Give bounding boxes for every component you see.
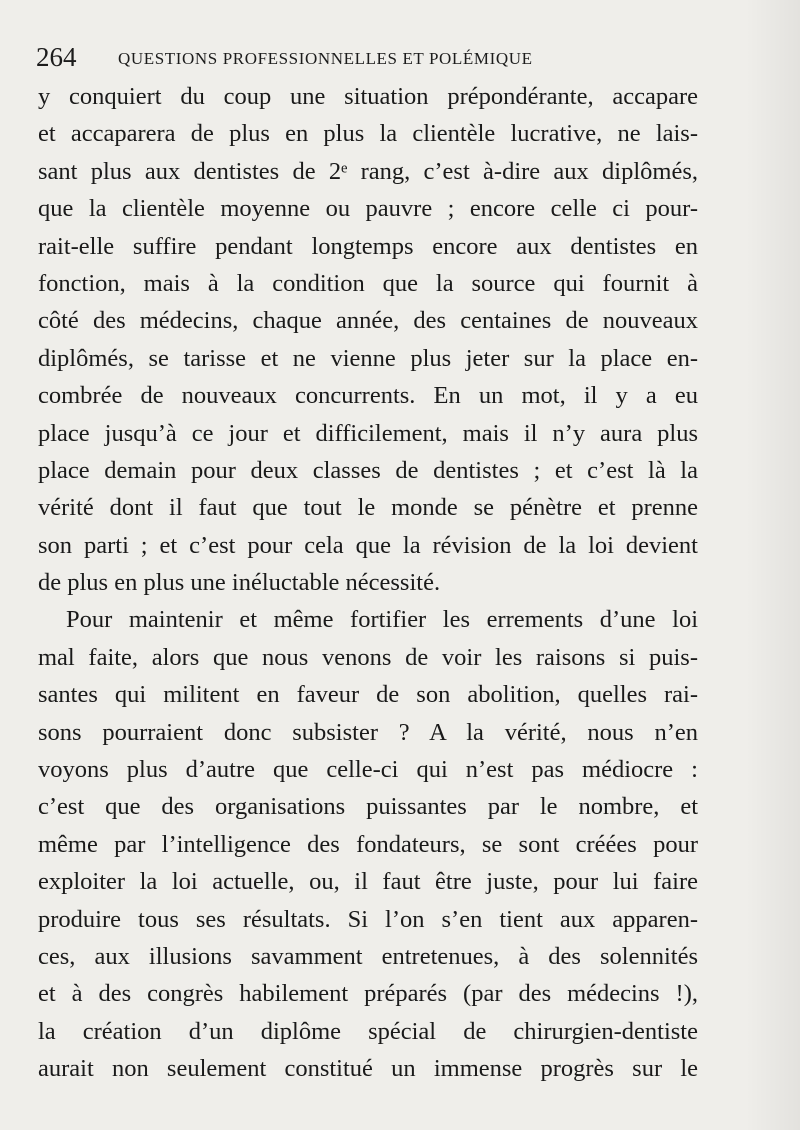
text-line: exploiter la loi actuelle, ou, il faut être juste, pour lui faire bbox=[38, 868, 698, 896]
text-line: santes qui militent en faveur de son abolition, quelles rai- bbox=[38, 681, 698, 709]
text-line: vérité dont il faut que tout le monde se pénètre et prenne bbox=[38, 494, 698, 522]
paragraph-1 bbox=[38, 78, 698, 601]
text-line: que la clientèle moyenne ou pauvre ; encore celle ci pour- bbox=[38, 195, 698, 223]
page-edge-shadow bbox=[745, 0, 800, 1130]
text-line: même par l’intelligence des fondateurs, se sont créées pour bbox=[38, 830, 698, 858]
body-text bbox=[38, 78, 698, 1088]
paragraph-2 bbox=[38, 601, 698, 1087]
text-line: mal faite, alors que nous venons de voir les raisons si puis- bbox=[38, 643, 698, 671]
text-line: ces, aux illusions savamment entretenues, à des solennités bbox=[38, 942, 698, 970]
text-line: y conquiert du coup une situation prépondérante, accapare bbox=[38, 83, 698, 110]
text-line: son parti ; et c’est pour cela que la révision de la loi devient bbox=[38, 531, 698, 559]
text-line: combrée de nouveaux concurrents. En un mot, il y a eu bbox=[38, 382, 698, 410]
text-line: produire tous ses résultats. Si l’on s’en tient aux apparen- bbox=[38, 905, 698, 933]
text-line: fonction, mais à la condition que la source qui fournit à bbox=[38, 269, 698, 297]
text-line: et à des congrès habilement préparés (par des médecins !), bbox=[38, 980, 698, 1008]
text-line: rait-elle suffire pendant longtemps encore aux dentistes en bbox=[38, 232, 698, 260]
text-line: et accaparera de plus en plus la clientèle lucrative, ne lais- bbox=[38, 120, 698, 148]
text-line: c’est que des organisations puissantes par le nombre, et bbox=[38, 793, 698, 821]
text-line: diplômés, se tarisse et ne vienne plus jeter sur la place en- bbox=[38, 344, 698, 372]
page-number: 264 bbox=[36, 42, 77, 72]
running-header bbox=[36, 34, 696, 74]
running-title: QUESTIONS PROFESSIONNELLES ET POLÉMIQUE bbox=[118, 49, 533, 68]
text-line: aurait non seulement constitué un immense progrès sur le bbox=[38, 1055, 698, 1083]
text-line: de plus en plus une inéluctable nécessité. bbox=[38, 569, 441, 597]
text-line: place demain pour deux classes de dentistes ; et c’est là la bbox=[38, 456, 698, 484]
text-line: sant plus aux dentistes de 2ᵉ rang, c’est à-dire aux diplômés, bbox=[38, 157, 698, 185]
text-line: côté des médecins, chaque année, des centaines de nouveaux bbox=[38, 307, 698, 335]
text-line: place jusqu’à ce jour et difficilement, mais il n’y aura plus bbox=[38, 419, 698, 447]
text-line: sons pourraient donc subsister ? A la vérité, nous n’en bbox=[38, 718, 698, 746]
text-line: la création d’un diplôme spécial de chirurgien-dentiste bbox=[38, 1017, 698, 1045]
text-line: voyons plus d’autre que celle-ci qui n’est pas médiocre : bbox=[38, 756, 698, 784]
text-line: Pour maintenir et même fortifier les errements d’une loi bbox=[66, 606, 698, 634]
